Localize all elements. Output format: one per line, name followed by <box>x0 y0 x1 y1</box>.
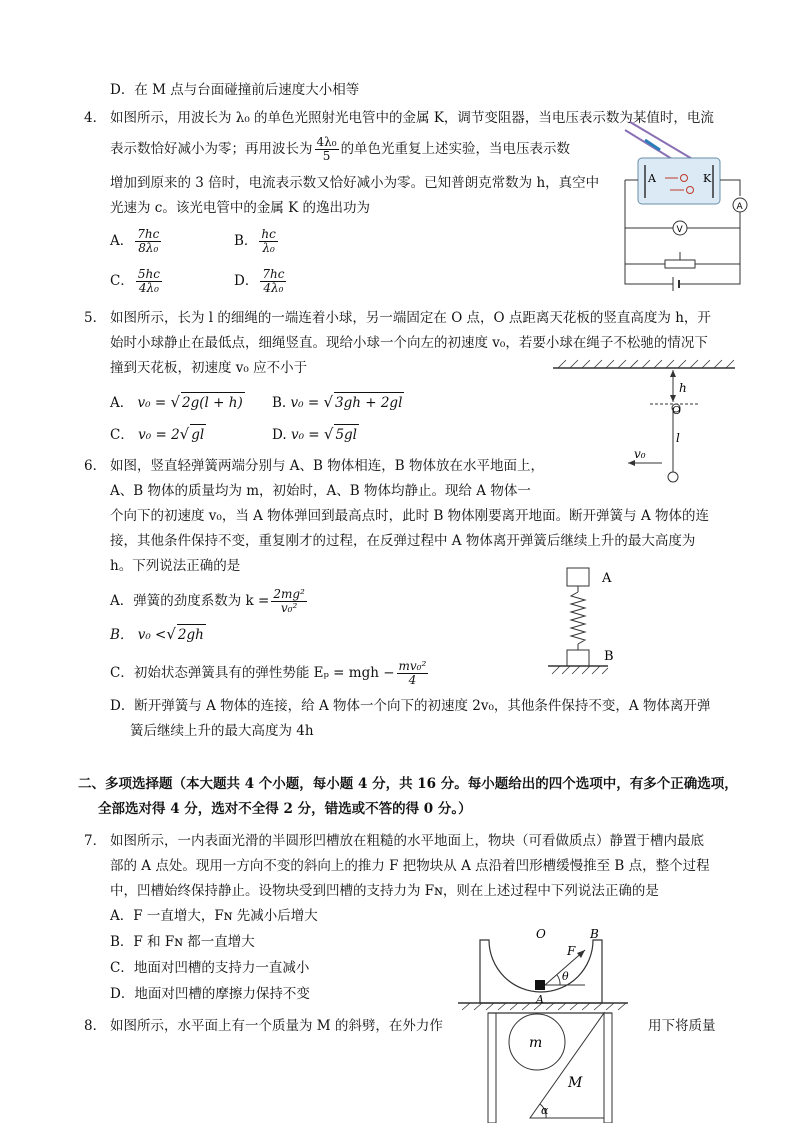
q7-option-d: D．地面对凹槽的摩擦力保持不变 <box>110 986 310 1002</box>
q4-text-line4: 光速为 c。该光电管中的金属 K 的逸出功为 <box>110 200 371 216</box>
q4-number: 4． <box>84 110 107 126</box>
right-wall <box>604 1013 612 1123</box>
q4-option-d: D． $\frac{7hc}{\text{4λ₀}}$ <box>234 267 285 295</box>
ammeter-label: A <box>736 202 743 212</box>
q6-text-line2: A、B 物体的质量均为 m，初始时，A、B 物体均静止。现给 A 物体一 <box>110 483 531 499</box>
q6-option-b: B． v₀ <√ 2gh <box>110 625 204 643</box>
q4-option-c: C． $\frac{5hc}{\text{4λ₀}}$ <box>110 267 160 295</box>
block-a-label: A <box>602 571 612 586</box>
q4-text-line1: 如图所示，用波长为 λ₀ 的单色光照射光电管中的金属 K，调节变阻器，当电压表示数为某值时，电流 <box>110 110 714 126</box>
q5-text-line2: 始时小球静止在最低点，细绳竖直。现给小球一个向左的初速度 v₀，若要小球在绳子不松驰的情况下 <box>110 335 708 351</box>
alpha-label: α <box>541 1104 549 1117</box>
q7-option-a: A．F 一直增大，Fɴ 先减小后增大 <box>110 908 318 924</box>
q7-option-b: B．F 和 Fɴ 都一直增大 <box>110 934 255 950</box>
q4-wavelength-fraction: $\frac{\text{4λ₀}}{5}$ <box>316 135 337 163</box>
q6-text-line4: 接，其他条件保持不变，重复刚才的过程，在反弹过程中 A 物体离开弹簧后继续上升的最大高度为 <box>110 533 696 549</box>
q6-option-c: C．初始状态弹簧具有的弹性势能 Eₚ = mgh − $\frac{\text{mv₀²}}{4}$ <box>110 659 427 687</box>
q6-text-line5: h。下列说法正确的是 <box>110 558 241 574</box>
q6-text-line3: 个向下的初速度 v₀，当 A 物体弹回到最高点时，此时 B 物体刚要离开地面。断开弹簧与 A 物体的连 <box>110 508 709 524</box>
q4-text-line3: 增加到原来的 3 倍时，电流表示数又恰好减小为零。已知普朗克常数为 h，真空中 <box>110 175 600 191</box>
q7-option-c: C．地面对凹槽的支持力一直减小 <box>110 960 310 976</box>
anode-label: A <box>648 172 656 185</box>
q4-option-b: B． $\frac{hc}{\text{λ₀}}$ <box>234 227 276 255</box>
block-b-label: B <box>604 649 614 664</box>
o-label: O <box>672 404 682 417</box>
q6-option-d-line1: D．断开弹簧与 A 物体的连接，给 A 物体一个向下的初速度 2v₀，其他条件保持不变，A 物体离开弹 <box>110 698 711 714</box>
q5-option-b: B. v₀ = √ 3gh + 2gl <box>272 393 403 411</box>
theta-label: θ <box>562 970 569 983</box>
q8-number: 8． <box>84 1018 107 1034</box>
q5-option-d: D. v₀ = √ 5gl <box>272 425 357 443</box>
q7-number: 7． <box>84 833 107 849</box>
point-b-label: B <box>590 927 599 941</box>
q4-line2-b: 的单色光重复上述实验，当电压表示数 <box>340 141 571 157</box>
q4-line2-a: 表示数恰好减小为零；再用波长为 <box>110 141 313 157</box>
q6-option-a: A．弹簧的劲度系数为 k = $\frac{\text{2mg²}}{\text{v₀²}}$ <box>110 587 305 615</box>
q5-text-line3: 撞到天花板，初速度 v₀ 应不小于 <box>110 360 308 376</box>
q7-text-line3: 中，凹槽始终保持静止。设物块受到凹槽的支持力为 Fɴ，则在上述过程中下列说法正确的是 <box>110 883 659 899</box>
section2-header-line1: 二、多项选择题（本大题共 4 个小题，每小题 4 分，共 16 分。每小题给出的四个选项中，有多个正确选项， <box>78 776 738 792</box>
h-label: h <box>679 381 687 395</box>
q4-option-a: A． $\frac{7hc}{\text{8λ₀}}$ <box>110 227 160 255</box>
point-a-label: A <box>536 993 544 1006</box>
q5-text-line1: 如图所示，长为 l 的细绳的一端连着小球，另一端固定在 O 点，O 点距离天花板的竖直高度为 h，开 <box>110 310 711 326</box>
q5-option-a: A． v₀ = √ 2g(l + h) <box>110 393 243 411</box>
q5-number: 5． <box>84 310 107 326</box>
voltmeter-label: V <box>676 225 683 235</box>
q5-option-c: C． v₀ = 2√ gl <box>110 425 205 443</box>
cathode-label: K <box>703 172 712 185</box>
section2-header-line2: 全部选对得 4 分，选对不全得 2 分，错选或不答的得 0 分。） <box>98 801 472 817</box>
q7-text-line2: 部的 A 点处。现用一方向不变的斜向上的推力 F 把物块从 A 点沿着凹形槽缓慢推至 B 点，整个过程 <box>110 858 710 874</box>
q8-text-line1b: 用下将质量 <box>648 1018 716 1034</box>
left-wall <box>488 1013 496 1123</box>
wedge-label: M <box>568 1075 583 1091</box>
q6-option-d-line2: 簧后继续上升的最大高度为 4h <box>130 723 314 739</box>
q7-text-line1: 如图所示，一内表面光滑的半圆形凹槽放在粗糙的水平地面上，物块（可看做质点）静置于槽内最底 <box>110 833 704 849</box>
q8-text-line1a: 如图所示，水平面上有一个质量为 M 的斜劈，在外力作 <box>110 1018 443 1034</box>
q6-text-line1: 如图，竖直轻弹簧两端分别与 A、B 物体相连，B 物体放在水平地面上， <box>110 458 544 474</box>
center-o-label: O <box>536 927 546 941</box>
force-f-label: F <box>567 944 576 958</box>
ball-m-label: m <box>529 1035 543 1051</box>
v0-label: v₀ <box>634 447 646 461</box>
q3-option-d: D．在 M 点与台面碰撞前后速度大小相等 <box>110 82 360 98</box>
q6-number: 6． <box>84 458 107 474</box>
l-label: l <box>676 431 680 445</box>
